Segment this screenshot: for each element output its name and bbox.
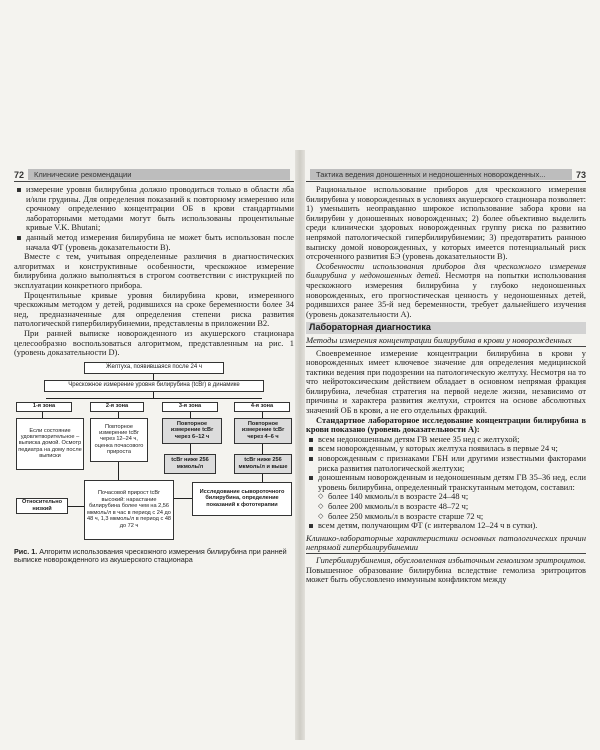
left-running-head [14,168,294,182]
left-page-number: 72 [14,170,25,180]
left-body [14,185,294,358]
paragraph: Своевременное измерение концентрации билирубина в крови у новорожденных имеет ключевое значение для определения медицинской тактики ведения при подозрении на патологическую желтуху. Несмотря на то что нейротоксическим действием обладает в основном непрямая фракция билирубина, лечебная стратегия на первой неделе жизни, независимо от причины и характера развития желтухи, строится на основе абсолютных значений ОБ в крови, а не его отдельных фракций. [306,348,586,416]
right-body [306,185,586,585]
zone-2-action: Повторное измерение tcBr через 12–24 ч, оценка почасового прироста [90,418,148,462]
right-running-head-text: Тактика ведения доношенных и недоношенных новорожденных... [310,169,572,180]
paragraph: Процентильные кривые уровня билирубина крови, измеренного чрескожным методом у детей, родившихся на сроке беременности более 34 нед, предназначенные для определения степени риска развития патологической гипербилирубинемии, представлены в приложении В2. [14,290,294,329]
list-item: новорожденным с признаками ГБН или другими известными факторами риска развития патологической желтухи; [318,454,586,473]
serum-bilirubin-box: Исследование сывороточного билирубина, определение показаний к фототерапии [192,482,292,516]
list-item: измерение уровня билирубина должно проводиться только в области лба и/или грудины. Для определения показаний к повторному измерению или срочному определению концентрации ОБ в крови стандартными лабораторными методами могут быть использованы процентильные кривые V.K. Bhutani; [26,185,294,233]
zone-4: 4-я зона [234,402,290,412]
arrow [174,498,192,499]
list-item: ◇ более 140 мкмоль/л в возрасте 24–48 ч; [328,492,586,502]
right-page-number: 73 [575,170,586,180]
list-item: всем детям, получающим ФТ (с интервалом 12–24 ч в сутки). [318,521,586,531]
zone-3-lower: tcBr ниже 256 мкмоль/л [164,454,216,474]
arrow [190,412,191,418]
left-bullets [14,185,294,252]
arrow [118,412,119,418]
arrow [46,398,262,399]
paragraph [306,556,586,585]
zone-1: 1-я зона [16,402,72,412]
flow-measure-box: Чрескожное измерение уровня билирубина (tcBr) в динамике [44,380,264,392]
arrow [190,444,191,454]
zone-3-action: Повторное измерение tcBr через 6–12 ч [162,418,222,444]
arrow [68,506,84,507]
paragraph-rest: Несмотря на попытки использования чрескожного измерения билирубина у глубоко недоношенных новорожденных, его прогностическая ценность у недоношенных детей, родившихся ранее 35-й нед беременности, требует дальнейшего изучения (уровень доказательности А). [306,271,586,319]
threshold-list [306,492,586,521]
subsection-heading: Клинико-лабораторные характеристики основных патологических причин непрямой гипербилирубинемии [306,532,586,553]
arrow [262,444,263,454]
paragraph: Рациональное использование приборов для чрескожного измерения билирубина у новорожденных в условиях акушерского стационара позволяет: 1) уменьшить неоправданно широкое использование забора крови на билирубин у доношенных новорожденных; 2) более объективно выделить среди клинически здоровых новорожденных группу риска по развитию непрямой патологической гипербилирубинемии; 3) предотвратить раннюю выписку домой новорожденных, у которых имеется потенциальный риск отсроченного развития БЭ (уровень доказательности В). [306,185,586,262]
list-item: доношенным новорожденным и недоношенным детям ГВ 35–36 нед, если уровень билирубина, определенный транскутанным методом, составил: [318,473,586,492]
left-page [14,168,294,733]
zone-1-action: Если состояние удовлетворительное – выписка домой. Осмотр педиатра на дому после выписки [16,418,84,470]
italic-lead: Гипербилирубинемия, обусловленная избыточным гемолизом эритроцитов. [316,555,586,565]
section-heading: Лабораторная диагностика [306,322,586,334]
arrow [42,412,43,418]
book-gutter [295,150,305,740]
arrow [262,412,263,418]
arrow [153,392,154,398]
right-running-head [306,168,586,182]
italic-lead: Особенности использования приборов для чрескожного измерения билирубина у недоношенных детей. [306,261,586,281]
list-item: всем новорожденным, у которых желтуха появилась в первые 24 ч; [318,444,586,454]
relatively-low-box: Относительно низкий [16,498,68,514]
paragraph-rest: Повышенное образование билирубина вследствие гемолиза эритроцитов может быть обусловлено иммунным конфликтом между [306,565,586,585]
figure-caption [14,548,294,565]
list-item: ◇ более 200 мкмоль/л в возрасте 48–72 ч; [328,502,586,512]
list-item: ◇ более 250 мкмоль/л в возрасте старше 72 ч; [328,512,586,522]
zone-2: 2-я зона [90,402,144,412]
caption-label: Рис. 1. [14,546,38,556]
arrow [262,474,263,482]
list-item: данный метод измерения билирубина не может быть использован после начала ФТ (уровень доказательности В). [26,232,294,252]
paragraph: Вместе с тем, учитывая определенные различия в диагностических алгоритмах и конструктивные особенности, чрескожное измерение билирубина должно выполняться в строгом соответствии с инструкцией по эксплуатации конкретного прибора. [14,252,294,290]
standard-test-list [306,435,586,493]
zone-3: 3-я зона [162,402,218,412]
hourly-increase-box: Почасовой прирост tcBr высокий: нарастание билирубина более чем на 2,56 мкмоль/л в час в период с 24 до 48 ч, 1,3 мкмоль/л в период с 48 до 72 ч [84,480,174,540]
flow-jaundice-box: Желтуха, появившаяся после 24 ч [84,362,224,374]
arrow [118,462,119,480]
left-running-head-text: Клинические рекомендации [28,169,290,180]
list-item: всем недоношенным детям ГВ менее 35 нед с желтухой; [318,435,586,445]
right-page [306,168,586,733]
standard-test-list-end [306,521,586,531]
caption-text: Алгоритм использования чрескожного измерения билирубина при ранней выписке новорожденного из акушерского стационара [14,546,287,565]
subsection-heading: Методы измерения концентрации билирубина в крови у новорожденных [306,336,586,347]
paragraph: При ранней выписке новорожденного из акушерского стационара целесообразно воспользоваться алгоритмом, представленным на рис. 1 (уровень доказательности D). [14,328,294,358]
algorithm-flowchart [14,362,294,578]
standard-test-heading: Стандартное лабораторное исследование концентрации билирубина в крови показано (уровень доказательности А): [306,415,586,435]
zone-4-lower: tcBr ниже 256 мкмоль/л и выше [234,454,292,474]
zone-4-action: Повторное измерение tcBr через 4–6 ч [234,418,292,444]
paragraph [306,262,586,320]
